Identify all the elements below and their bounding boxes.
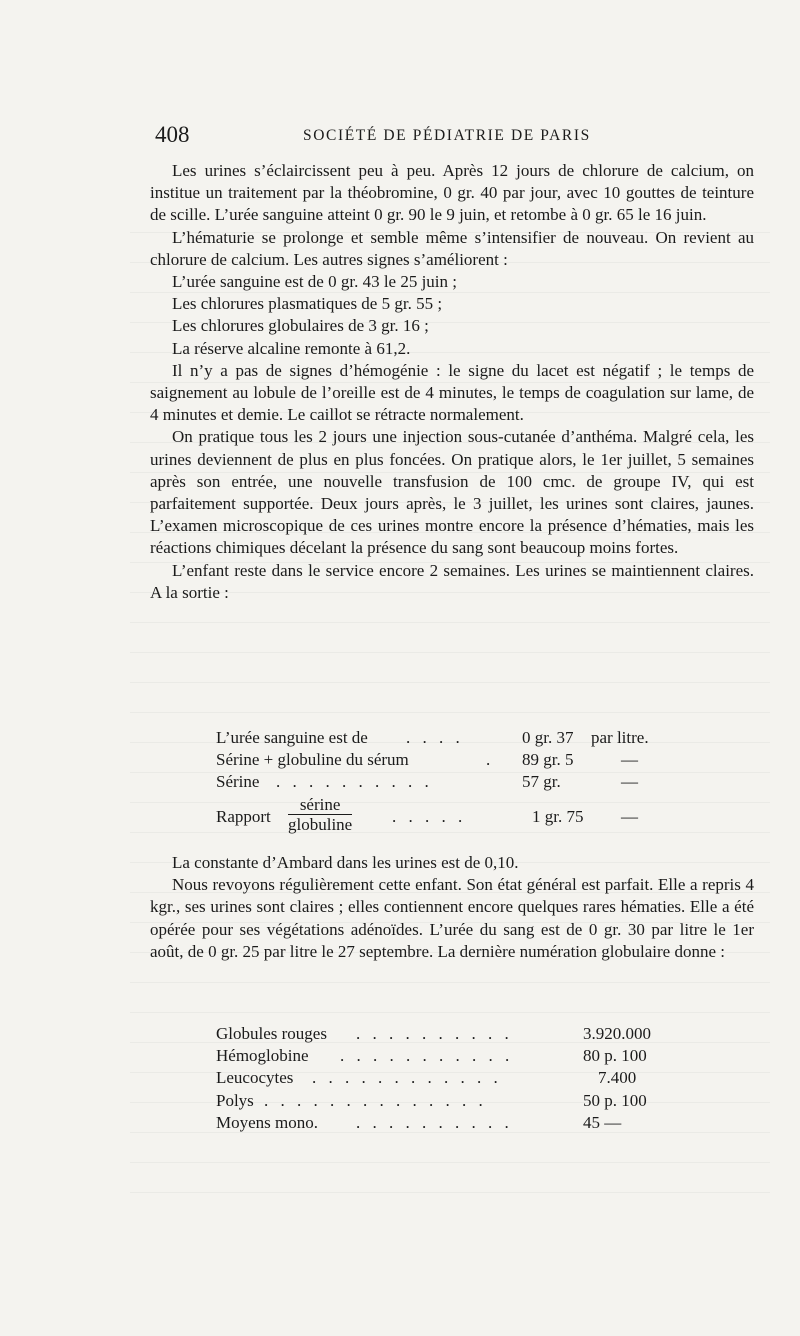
paragraph: L’hématurie se prolonge et semble même s’intensifier de nouveau. On revient au chlorure de calcium. Les autres signes s’améliorent :	[150, 227, 754, 269]
running-title: SOCIÉTÉ DE PÉDIATRIE DE PARIS	[303, 127, 591, 144]
row-label: Polys	[216, 1090, 254, 1110]
leader-dots: . . . . . . . . . .	[356, 1024, 513, 1043]
row-label: Moyens mono.	[216, 1112, 318, 1132]
row-unit: —	[621, 806, 638, 826]
row-unit: par litre.	[591, 728, 649, 747]
row-value: 50 p. 100	[583, 1090, 647, 1110]
leader-dots: . . . . . . . . . .	[356, 1112, 513, 1132]
row-value: 80 p. 100	[583, 1046, 647, 1066]
page-header	[155, 122, 760, 152]
leader-dots: . . . . . . . . . . . . . .	[264, 1090, 487, 1110]
row-label: Globules rouges	[216, 1024, 327, 1043]
row-label: Sérine + globuline du sérum	[216, 750, 409, 770]
leader-dots: . . . .	[406, 728, 464, 747]
leader-dots: . . . . .	[392, 806, 467, 826]
body-text-bottom	[150, 852, 754, 963]
row-unit: —	[621, 750, 638, 770]
paragraph: Nous revoyons régulièrement cette enfant. Son état général est parfait. Elle a repris 4 kgr., ses urines sont claires ; elles contiennent encore quelques rares hématies. Elle a été opérée pour ses végétations adénoïdes. L’urée du sang est de 0 gr. 30 par litre le 1er août, de 0 gr. 25 par litre le 27 septembre. La dernière numération globulaire donne :	[150, 875, 754, 961]
paragraph: Il n’y a pas de signes d’hémogénie : le signe du lacet est négatif ; le temps de saignement au lobule de l’oreille est de 4 minutes, le temps de coagulation sur lame, de 4 minutes et demie. Le caillot se rétracte normalement.	[150, 360, 754, 425]
row-value: 3.920.000	[583, 1024, 651, 1043]
paragraph: La constante d’Ambard dans les urines est de 0,10.	[172, 853, 519, 872]
row-unit: —	[621, 772, 638, 792]
leader-dots: . . . . . . . . . . . .	[312, 1068, 502, 1088]
fraction-numerator: sérine	[288, 795, 352, 815]
row-value: 7.400	[598, 1068, 637, 1088]
leader-dots: . . . . . . . . . . .	[340, 1046, 514, 1066]
body-text-top	[150, 160, 754, 604]
paragraph: Les chlorures plasmatiques de 5 gr. 55 ;	[172, 294, 443, 314]
row-value: 0 gr. 37	[522, 728, 574, 747]
row-value: 45 —	[583, 1112, 622, 1132]
paragraph: Les urines s’éclaircissent peu à peu. Après 12 jours de chlorure de calcium, on institue un traitement par la théobromine, 0 gr. 40 par jour, avec 10 gouttes de teinture de scille. L’urée sanguine atteint 0 gr. 90 le 9 juin, et retombe à 0 gr. 65 le 16 juin.	[150, 161, 754, 225]
ratio-fraction	[288, 795, 352, 834]
page-number: 408	[155, 122, 190, 147]
row-label: Rapport	[216, 806, 271, 826]
row-label: Leucocytes	[216, 1068, 294, 1088]
fraction-denominator: globuline	[288, 814, 353, 834]
leader-dots: . . . . . . . . . .	[276, 772, 433, 792]
row-value: 57 gr.	[522, 772, 561, 792]
leader-dots: .	[486, 750, 495, 770]
row-label: Sérine	[216, 772, 260, 792]
paragraph: L’enfant reste dans le service encore 2 semaines. Les urines se maintiennent claires. A la sortie :	[150, 560, 754, 602]
paragraph: Les chlorures globulaires de 3 gr. 16 ;	[172, 316, 429, 336]
paragraph: L’urée sanguine est de 0 gr. 43 le 25 juin ;	[172, 272, 458, 292]
paragraph: On pratique tous les 2 jours une injection sous-cutanée d’anthéma. Malgré cela, les urines deviennent de plus en plus foncées. On pratique alors, le 1er juillet, 5 semaines après son entrée, une nouvelle transfusion de 100 cmc. de groupe IV, qui est parfaitement supportée. Deux jours après, le 3 juillet, les urines sont claires, jaunes. L’examen microscopique de ces urines montre encore la présence d’hématies, mais les réactions chimiques décelant la présence du sang sont beaucoup moins fortes.	[150, 427, 754, 558]
row-label: L’urée sanguine est de	[216, 728, 368, 747]
row-value: 89 gr. 5	[522, 750, 574, 770]
row-value: 1 gr. 75	[532, 806, 584, 826]
row-label: Hémoglobine	[216, 1046, 309, 1066]
paragraph: La réserve alcaline remonte à 61,2.	[172, 338, 411, 358]
